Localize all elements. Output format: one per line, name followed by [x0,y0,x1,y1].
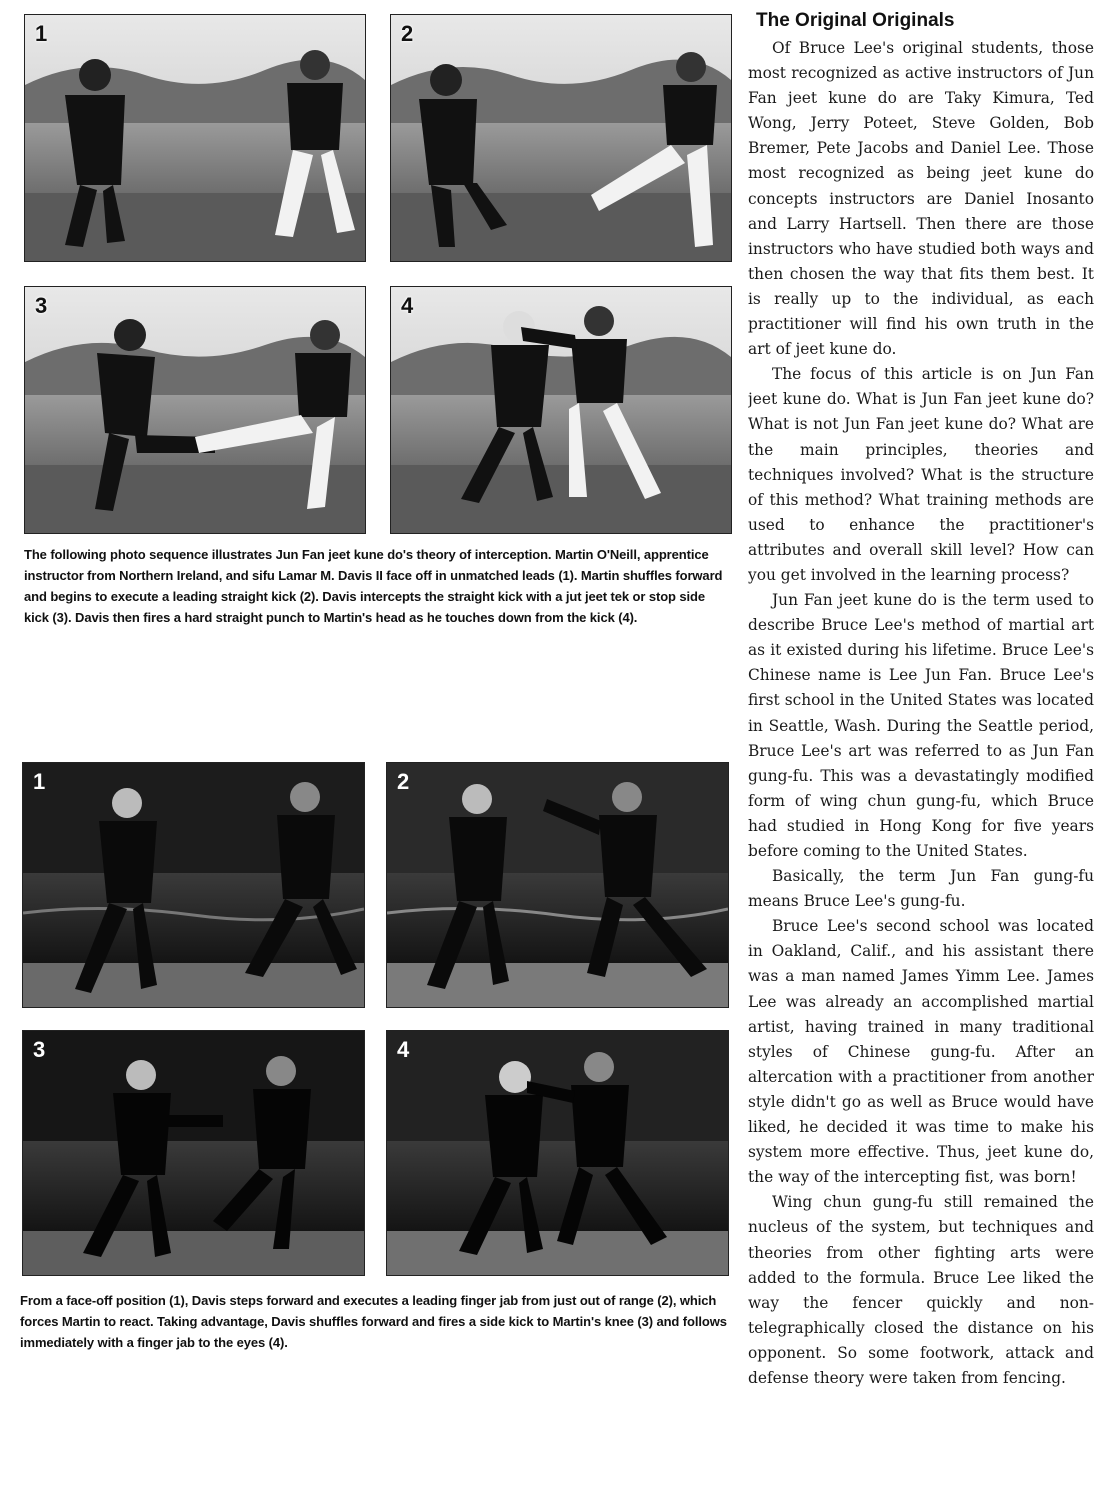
photo-image [23,1031,364,1275]
article-paragraph: Basically, the term Jun Fan gung-fu means Bruce Lee's gung-fu. [748,867,1094,911]
top-photo-4 [390,286,732,534]
photo-image [23,763,364,1007]
photo-image [391,15,731,261]
top-photo-3 [24,286,366,534]
photo-number: 3 [33,1037,46,1062]
article-paragraph: The focus of this article is on Jun Fan jeet kune do. What is Jun Fan jeet kune do? What is not Jun Fan jeet kune do? What are the main principles, theories and techniques involved? What is the structure of this method? What training methods are used to enhance the practitioner's attributes and overall skill level? How can you get involved in the learning process? [748,365,1094,584]
photo-image [25,287,365,533]
photo-number: 1 [35,21,48,46]
photo-image [387,1031,728,1275]
photo-image [25,15,365,261]
photo-image [391,287,731,533]
photo-number: 2 [401,21,414,46]
article-paragraph: Bruce Lee's second school was located in Oakland, Calif., and his assistant there was a man named James Yimm Lee. James Lee was already an accomplished martial artist, having trained in many traditional styles of Chinese gung-fu. After an altercation with a practitioner from another style didn't go as well as Bruce would have liked, he decided it was time to make his system more effective. Thus, jeet kune do, the way of the intercepting fist, was born! [748,917,1094,1187]
photo-image [387,763,728,1007]
article-paragraph: Jun Fan jeet kune do is the term used to describe Bruce Lee's method of martial art as it existed during his lifetime. Bruce Lee's Chinese name is Lee Jun Fan. Bruce Lee's first school in the United States was located in Seattle, Wash. During the Seattle period, Bruce Lee's art was referred to as Jun Fan gung-fu. This was a devastatingly modified form of wing chun gung-fu, which Bruce had studied in Hong Kong for five years before coming to the United States. [748,591,1094,860]
bottom-sequence-caption: From a face-off position (1), Davis steps forward and executes a leading finger jab from just out of range (2), which forces Martin to react. Taking advantage, Davis shuffles forward and fires a side kick to Martin's knee (3) and follows immediately with a finger jab to the eyes (4). [20,1293,727,1350]
article-paragraph: Of Bruce Lee's original students, those most recognized as active instructors of Jun Fan jeet kune do are Taky Kimura, Ted Wong, Jerry Poteet, Steve Golden, Bob Bremer, Pete Jacobs and Daniel Lee. Those most recognized as being jeet kune do concepts instructors are Daniel Inosanto and Larry Hartsell. Then there are those instructors who have studied both ways and then chosen the way that fits them best. It is really up to the individual, as each practitioner will find his own truth in the art of jeet kune do. [748,39,1094,359]
photo-number: 2 [397,769,410,794]
photo-number: 1 [33,769,46,794]
bottom-photo-3 [22,1030,365,1276]
top-photo-1 [24,14,366,262]
article-heading: The Original Originals [756,10,955,31]
photo-number: 4 [397,1037,410,1062]
article-column [748,10,1094,1505]
bottom-photo-1 [22,762,365,1008]
photo-number: 3 [35,293,48,318]
bottom-photo-2 [386,762,729,1008]
top-photo-2 [390,14,732,262]
bottom-photo-4 [386,1030,729,1276]
photo-number: 4 [401,293,414,318]
top-sequence-caption: The following photo sequence illustrates Jun Fan jeet kune do's theory of interception. Martin O'Neill, apprentice instructor from Northern Ireland, and sifu Lamar M. Davis II face off in unmatched leads (1). Martin shuffles forward and begins to execute a leading straight kick (2). Davis intercepts the straight kick with a jut jeet tek or stop side kick (3). Davis then fires a hard straight punch to Martin's head as he touches down from the kick (4). [24,547,723,625]
article-paragraph: Wing chun gung-fu still remained the nucleus of the system, but techniques and theories from other fighting arts were added to the formula. Bruce Lee liked the way the fencer quickly and non-telegraphically closed the distance on his opponent. So some footwork, attack and defense theory were taken from fencing. [748,1193,1094,1387]
